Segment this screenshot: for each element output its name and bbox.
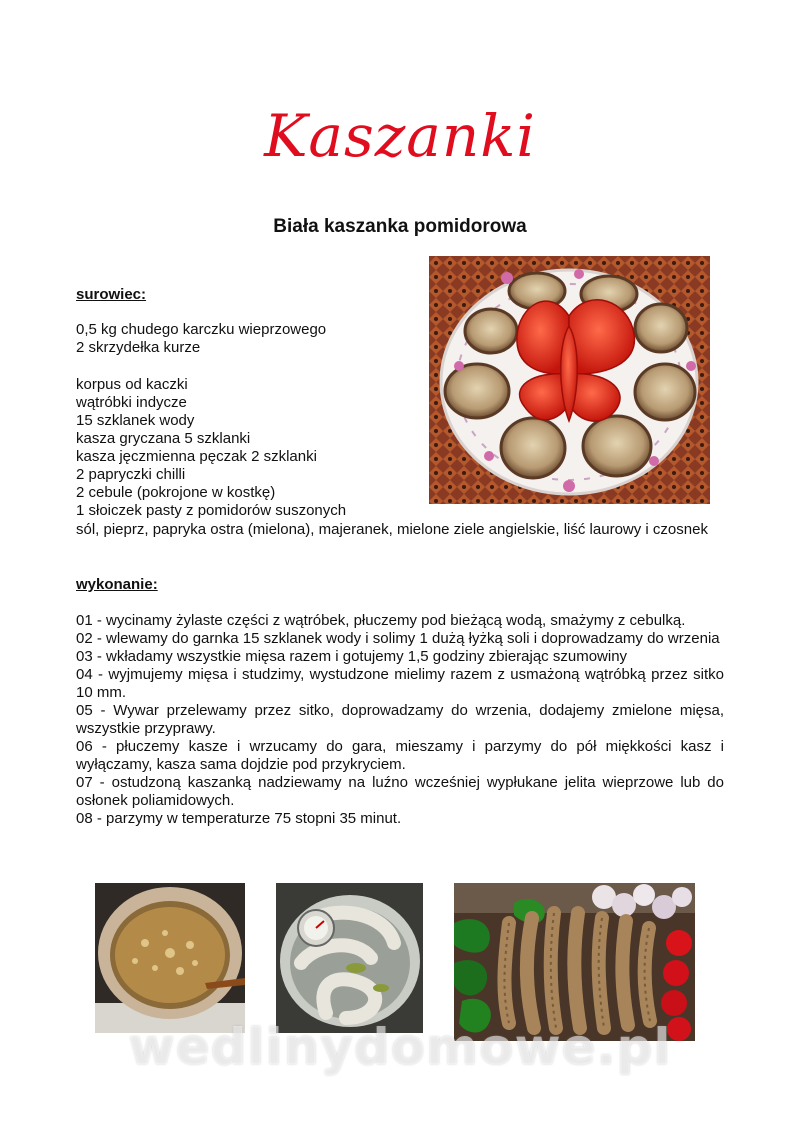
plate-photo: [429, 256, 710, 504]
step-item: 07 - ostudzoną kaszanką nadziewamy na luźno wcześniej wypłukane jelita wieprzowe lub do osłonek poliamidowych.: [76, 774, 724, 809]
step-item: 03 - wkładamy wszystkie mięsa razem i gotujemy 1,5 godziny zbierając szumowiny: [76, 648, 628, 665]
ingredient-line: kasza gryczana 5 szklanki: [76, 430, 251, 447]
boiling-photo: [276, 883, 423, 1033]
pot-photo: [95, 883, 245, 1033]
watermark: wedlinydomowe.pl: [128, 1018, 672, 1076]
spices-line: sól, pieprz, papryka ostra (mielona), majeranek, mielone ziele angielskie, liść laurowy i czosnek: [76, 521, 708, 538]
plate-illustration: [429, 256, 710, 504]
ingredient-line: kasza jęczmienna pęczak 2 szklanki: [76, 448, 317, 465]
ingredient-line: 1 słoiczek pasty z pomidorów suszonych: [76, 502, 347, 519]
step-item: 08 - parzymy w temperaturze 75 stopni 35 minut.: [76, 810, 402, 827]
ingredient-line: wątróbki indycze: [76, 394, 187, 411]
boiling-illustration: [276, 883, 423, 1033]
step-item: 06 - płuczemy kasze i wrzucamy do gara, mieszamy i parzymy do pół miękkości kasz i wyłączamy, kasza sama dojdzie pod przykryciem.: [76, 738, 724, 773]
recipe-title: Biała kaszanka pomidorowa: [273, 216, 527, 237]
ingredients-group-other: [76, 376, 346, 520]
ingredient-line: korpus od kaczki: [76, 376, 188, 393]
step-item: 05 - Wywar przelewamy przez sitko, doprowadzamy do wrzenia, dodajemy zmielone mięsa, wszystkie przyprawy.: [76, 702, 724, 737]
step-item: 04 - wyjmujemy mięsa i studzimy, wystudzone mielimy razem z usmażoną wątróbką przez sitko 10 mm.: [76, 666, 724, 701]
pot-illustration: [95, 883, 245, 1033]
ingredient-line: 15 szklanek wody: [76, 412, 195, 429]
step-item: 01 - wycinamy żylaste części z wątróbek, płuczemy pod bieżącą wodą, smażymy z cebulką.: [76, 612, 686, 629]
ingredient-line: 0,5 kg chudego karczku wieprzowego: [76, 321, 327, 338]
step-item: 02 - wlewamy do garnka 15 szklanek wody i solimy 1 dużą łyżką soli i doprowadzamy do wrzenia: [76, 630, 720, 647]
ingredients-group-meat: [76, 321, 326, 357]
method-heading: wykonanie:: [76, 576, 158, 593]
ingredient-line: 2 cebule (pokrojone w kostkę): [76, 484, 276, 501]
ingredient-line: 2 skrzydełka kurze: [76, 339, 201, 356]
ingredients-heading: surowiec:: [76, 286, 147, 303]
page-title: Kaszanki: [264, 102, 536, 170]
method-steps: [76, 612, 724, 828]
ingredient-line: 2 papryczki chilli: [76, 466, 186, 483]
